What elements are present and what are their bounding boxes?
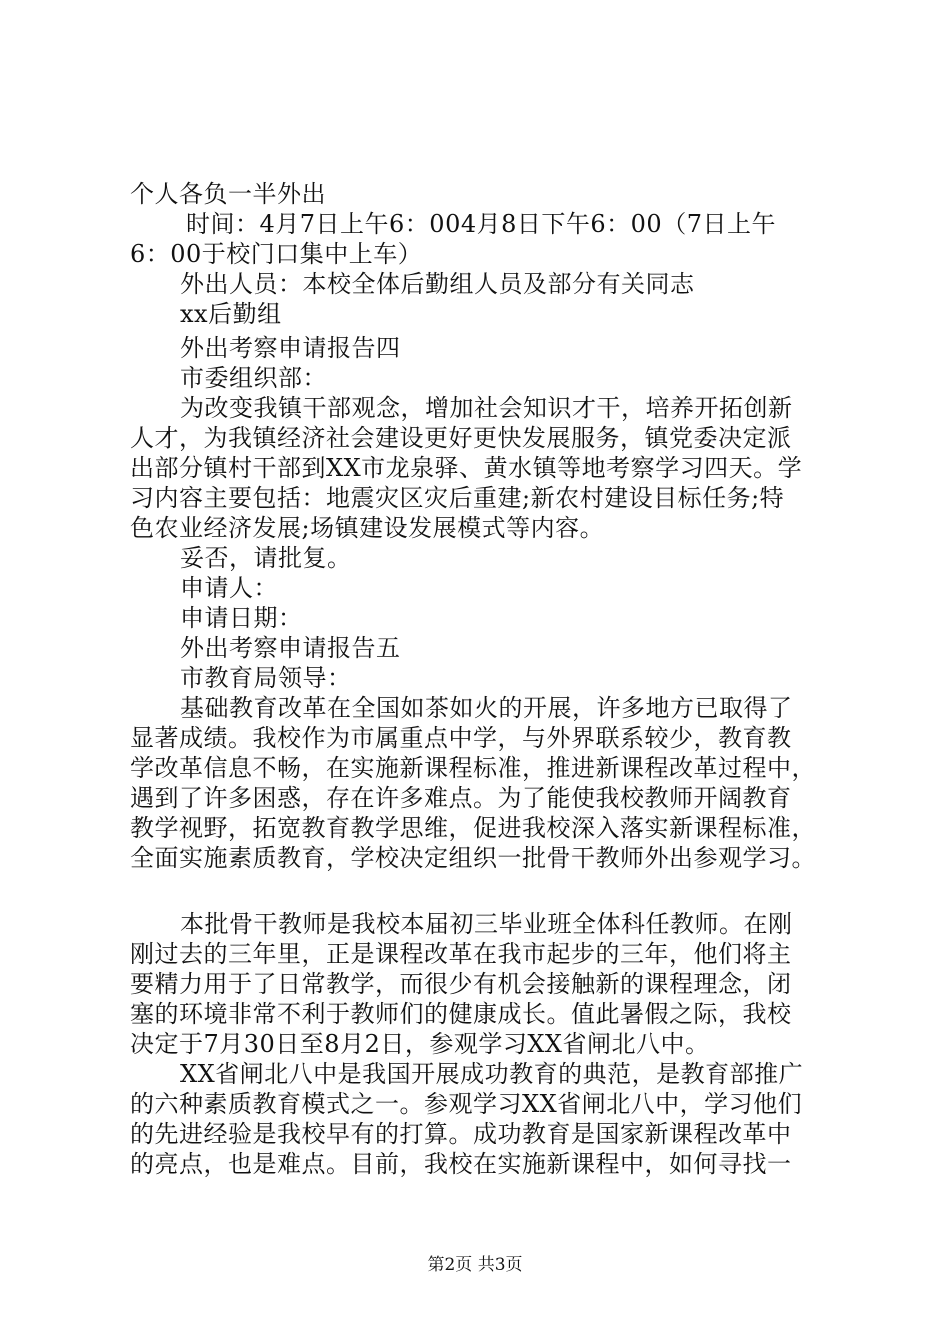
text-line: 6：00于校门口集中上车）	[130, 240, 423, 268]
text-line: 申请人：	[180, 574, 278, 602]
text-line: xx后勤组	[180, 300, 282, 328]
text-line: 全面实施素质教育，学校决定组织一批骨干教师外出参观学习。	[130, 844, 816, 872]
text-line: 出部分镇村干部到XX市龙泉驿、黄水镇等地考察学习四天。学	[130, 454, 803, 482]
addressee: 市委组织部：	[180, 364, 327, 392]
text-line: 人才，为我镇经济社会建设更好更快发展服务，镇党委决定派	[130, 424, 792, 452]
text-line: 学改革信息不畅，在实施新课程标准，推进新课程改革过程中，	[130, 754, 816, 782]
text-line: 外出人员：本校全体后勤组人员及部分有关同志	[180, 270, 695, 298]
text-line: 色农业经济发展;场镇建设发展模式等内容。	[130, 514, 605, 542]
text-line: 遇到了许多困惑，存在许多难点。为了能使我校教师开阔教育	[130, 784, 792, 812]
page-number-footer: 第2页 共3页	[427, 1255, 523, 1275]
text-line: 教学视野，拓宽教育教学思维，促进我校深入落实新课程标准，	[130, 814, 816, 842]
addressee: 市教育局领导：	[180, 664, 352, 692]
text-line: 个人各负一半外出	[130, 180, 326, 208]
text-line: 时间：4月7日上午6：004月8日下午6：00（7日上午	[186, 210, 776, 238]
text-line: 刚过去的三年里，正是课程改革在我市起步的三年，他们将主	[130, 940, 792, 968]
text-line: 基础教育改革在全国如茶如火的开展，许多地方已取得了	[180, 694, 793, 722]
text-line: 显著成绩。我校作为市属重点中学，与外界联系较少，教育教	[130, 724, 792, 752]
text-line: 塞的环境非常不利于教师们的健康成长。值此暑假之际，我校	[130, 1000, 792, 1028]
section-heading: 外出考察申请报告五	[180, 634, 401, 662]
text-line: 申请日期：	[180, 604, 303, 632]
text-line: 为改变我镇干部观念，增加社会知识才干，培养开拓创新	[180, 394, 793, 422]
section-heading: 外出考察申请报告四	[180, 334, 401, 362]
text-line: 的六种素质教育模式之一。参观学习XX省闸北八中，学习他们	[130, 1090, 803, 1118]
text-line: 要精力用于了日常教学，而很少有机会接触新的课程理念，闭	[130, 970, 792, 998]
text-line: 本批骨干教师是我校本届初三毕业班全体科任教师。在刚	[180, 910, 793, 938]
text-line: 决定于7月30日至8月2日，参观学习XX省闸北八中。	[130, 1030, 710, 1058]
text-line: XX省闸北八中是我国开展成功教育的典范，是教育部推广	[180, 1060, 804, 1088]
text-line: 习内容主要包括：地震灾区灾后重建;新农村建设目标任务;特	[130, 484, 785, 512]
text-line: 妥否，请批复。	[180, 544, 352, 572]
text-line: 的先进经验是我校早有的打算。成功教育是国家新课程改革中	[130, 1120, 792, 1148]
text-line: 的亮点，也是难点。目前，我校在实施新课程中，如何寻找一	[130, 1150, 792, 1178]
